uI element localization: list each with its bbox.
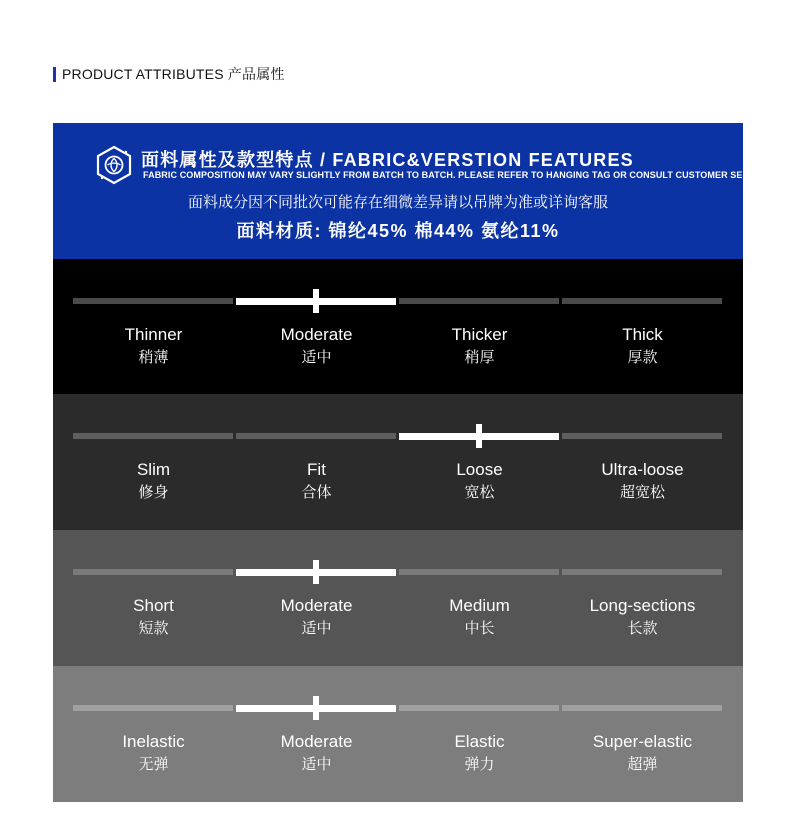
option-label-en: Super-elastic — [592, 732, 693, 751]
section-title: PRODUCT ATTRIBUTES 产品属性 — [62, 66, 285, 82]
option-label-en: Elastic — [454, 732, 505, 751]
accent-bar — [53, 67, 56, 82]
attribute-option — [561, 325, 724, 368]
option-label-en: Short — [133, 596, 174, 615]
option-label-en: Long-sections — [589, 596, 696, 615]
scale-segment — [562, 705, 722, 711]
option-label-zh: 稍薄 — [138, 349, 169, 366]
attribute-option — [235, 460, 398, 503]
banner-note: 面料成分因不同批次可能存在细微差异请以吊牌为准或详询客服 — [187, 194, 608, 211]
option-label-en: Moderate — [280, 732, 353, 751]
scale-segment — [562, 569, 722, 575]
attributes-panel — [53, 123, 773, 802]
scale-marker — [476, 424, 482, 448]
banner-headline: 面料属性及款型特点 / FABRIC&VERSTION FEATURES — [141, 150, 634, 170]
section-header — [53, 64, 285, 84]
option-label-en: Fit — [307, 460, 326, 479]
attribute-option — [398, 460, 561, 503]
option-label-zh: 宽松 — [464, 484, 495, 501]
attribute-option — [235, 325, 398, 368]
attribute-option — [72, 596, 235, 639]
attribute-option — [398, 325, 561, 368]
option-label-zh: 稍厚 — [464, 349, 495, 366]
option-label-zh: 合体 — [301, 484, 332, 501]
scale-segment — [562, 298, 722, 304]
option-label-en: Loose — [456, 460, 503, 479]
scale-segment — [399, 298, 559, 304]
option-label-zh: 短款 — [138, 620, 169, 637]
banner-subline: FABRIC COMPOSITION MAY VARY SLIGHTLY FROM BATCH TO BATCH. PLEASE REFER TO HANGING TAG OR CONSULT CUSTOMER SERVICE. — [143, 170, 773, 180]
option-label-zh: 适中 — [301, 756, 332, 773]
attribute-option — [72, 732, 235, 775]
option-label-zh: 厚款 — [627, 349, 658, 366]
elasticity-row — [53, 666, 743, 802]
thickness-row — [53, 259, 743, 395]
scale-segment — [73, 298, 233, 304]
option-label-zh: 修身 — [138, 484, 169, 501]
option-label-zh: 超宽松 — [619, 484, 665, 501]
scale-marker — [313, 560, 319, 584]
option-label-en: Inelastic — [122, 732, 185, 751]
scale-segment — [399, 705, 559, 711]
option-label-en: Thicker — [451, 325, 508, 344]
attribute-option — [398, 732, 561, 775]
option-label-zh: 长款 — [627, 620, 658, 637]
scale-marker — [313, 696, 319, 720]
option-label-en: Slim — [136, 460, 171, 479]
scale-segment — [562, 433, 722, 439]
scale-segment — [399, 569, 559, 575]
scale-marker — [313, 289, 319, 313]
option-label-zh: 适中 — [301, 349, 332, 366]
attribute-option — [72, 325, 235, 368]
option-label-en: Ultra-loose — [601, 460, 684, 479]
fit-row — [53, 394, 743, 530]
option-label-zh: 无弹 — [138, 756, 169, 773]
attribute-option — [561, 596, 724, 639]
option-label-en: Thinner — [124, 325, 183, 344]
fabric-banner — [53, 123, 773, 259]
attribute-option — [398, 596, 561, 639]
attribute-option — [235, 732, 398, 775]
option-label-en: Medium — [449, 596, 510, 615]
scale-segment — [73, 569, 233, 575]
attribute-option — [235, 596, 398, 639]
option-label-en: Thick — [622, 325, 663, 344]
option-label-zh: 超弹 — [627, 756, 658, 773]
material-composition: 面料材质: 锦纶45% 棉44% 氨纶11% — [236, 221, 560, 241]
option-label-zh: 中长 — [464, 620, 495, 637]
fabric-badge-icon — [95, 145, 133, 185]
scale-segment — [73, 705, 233, 711]
option-label-en: Moderate — [280, 596, 353, 615]
scale-segment — [73, 433, 233, 439]
option-label-zh: 弹力 — [464, 756, 495, 773]
option-label-en: Moderate — [280, 325, 353, 344]
attribute-option — [561, 460, 724, 503]
option-label-zh: 适中 — [301, 620, 332, 637]
length-row — [53, 530, 743, 666]
attribute-option — [561, 732, 724, 775]
attribute-option — [72, 460, 235, 503]
scale-segment — [236, 433, 396, 439]
